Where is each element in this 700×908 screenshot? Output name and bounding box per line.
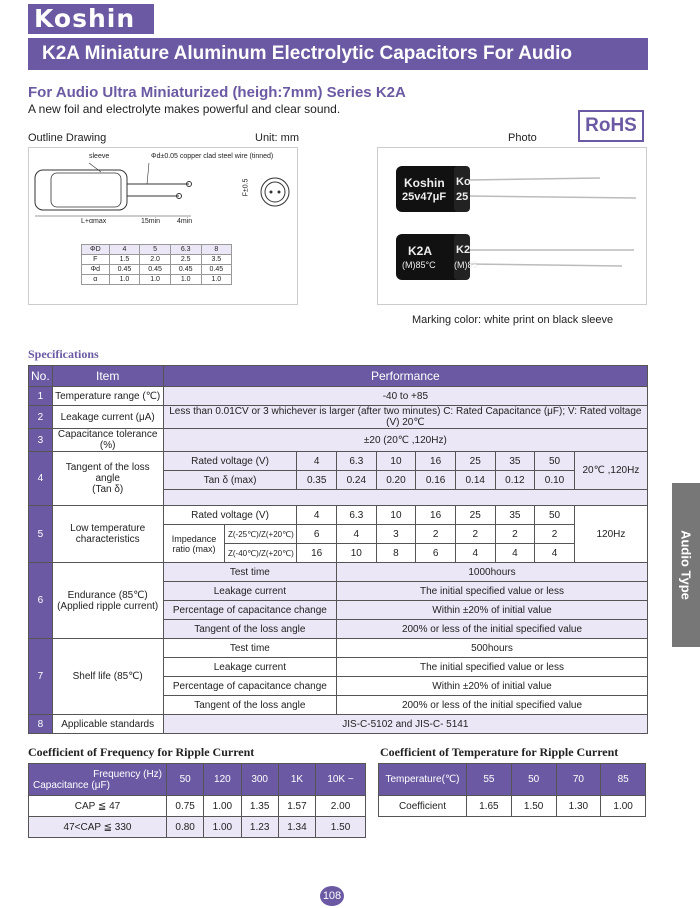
specifications-table: No. Item Performance 1 Temperature range (℃) -40 to +85 2 Leakage current (μA) Less than 0.01CV or 3 whichever is larger (after two minutes) C: Rated Capacitance (μF); V: Rated voltage (V) 20℃ 3 Capacitance tolerance (%) ±20 (20℃ ,120Hz) 4 Tangent of the loss angle (Tan δ) Rated voltage (V) 4 6.3 10 16 25 35 50 20℃ ,120Hz Tan δ (max) 0.35 0.24 0.20 0.16 0.14 0.12 0.10 5 Low temperature characteristics Rated voltage (V) 4 6.3 10 16 25 35 50 120Hz Impedance ratio (max) Z(-25℃)/Z(+20℃) 6 4 3 2 2 2 2 Z(-40℃)/Z(+20℃) 16 10 8 6 4 4 4 6 Endurance (85℃) (Applied ripple current) Test time 1000hours Leakage current The initial specified value or less Percentage of capacitance change Within ±20% of initial value Tangent of the loss angle 200% or less of the initial specified value 7 Shelf life (85℃) Test time 500hours Leakage current The initial specified value or less Percentage of capacitance change Within ±20% of initial value Tangent of the loss angle 200% or less of the initial specified value 8 Applicable standards JIS-C-5102 and JIS-C- 5141 (28, 365, 648, 734)
product-photo (377, 147, 647, 305)
unit-label: Unit: mm (255, 132, 299, 144)
ripple-heading: Coefficient of Frequency for Ripple Current (28, 745, 255, 759)
spec-row-4: 4 Tangent of the loss angle (Tan δ) Rated voltage (V) 4 6.3 10 16 25 35 50 20℃ ,120Hz (29, 452, 648, 471)
spec-row-8: 8 Applicable standards JIS-C-5102 and JIS-C- 5141 (29, 715, 648, 734)
cap1-brand: Koshin (404, 176, 445, 190)
cap1-edge-bottom: 25 (456, 191, 469, 203)
length-4-label: 4min (177, 218, 193, 225)
capacitor-sleeve (51, 173, 121, 207)
col-performance: Performance (163, 366, 647, 387)
length-l-label: L+αmax (81, 218, 107, 225)
outline-label: Outline Drawing (28, 132, 107, 144)
ripple-frequency-table: Frequency (Hz) Capacitance (μF) 50 120 300 1K 10K ~ CAP ≦ 47 0.75 1.00 1.35 1.57 2.00 47<CAP ≦ 330 0.80 1.00 1.23 1.34 1.50 (28, 763, 366, 838)
cap1-value: 25v47μF (402, 191, 447, 203)
spec-row-3: 3 Capacitance tolerance (%) ±20 (20℃ ,120Hz) (29, 429, 648, 452)
capacitor-body (35, 170, 127, 210)
photo-caption: Marking color: white print on black sleeve (412, 314, 614, 326)
brand-logo: Koshin (28, 4, 154, 34)
dimension-row: α 1.0 1.0 1.0 1.0 (82, 275, 232, 285)
dimension-row: Φd 0.45 0.45 0.45 0.45 (82, 265, 232, 275)
spec-row-6: 6 Endurance (85℃) (Applied ripple current) Test time 1000hours (29, 563, 648, 582)
specifications-heading: Specifications (28, 347, 99, 361)
f-label: F±0.5 (242, 178, 250, 197)
ripple-row: 47<CAP ≦ 330 0.80 1.00 1.23 1.34 1.50 (29, 817, 366, 838)
series-title: For Audio Ultra Miniaturized (heigh:7mm) Series K2A (28, 84, 406, 101)
col-item: Item (52, 366, 163, 387)
dimension-row: ΦD 4 5 6.3 8 (82, 245, 232, 255)
end-view-inner (265, 182, 285, 202)
temp-coef-row: Coefficient 1.65 1.50 1.30 1.00 (379, 796, 646, 817)
dimension-row: F 1.5 2.0 2.5 3.5 (82, 255, 232, 265)
cap1-edge-top: Ko (456, 176, 471, 188)
tagline: A new foil and electrolyte makes powerful and clear sound. (28, 102, 341, 116)
cap2-temp: (M)85°C (402, 260, 436, 270)
col-no: No. (29, 366, 53, 387)
photo-label: Photo (508, 132, 537, 144)
wire-label: Φd±0.05 copper clad steel wire (tinned) (151, 153, 274, 160)
spec-row-2: 2 Leakage current (μA) Less than 0.01CV or 3 whichever is larger (after two minutes) C: Rated Capacitance (μF); V: Rated voltage (V) 20℃ (29, 406, 648, 429)
spec-row-1: 1 Temperature range (℃) -40 to +85 (29, 387, 648, 406)
page-number: 108 (320, 886, 344, 906)
rohs-badge: RoHS (578, 110, 644, 142)
photo-svg (378, 148, 646, 304)
spec-row-7: 7 Shelf life (85℃) Test time 500hours (29, 639, 648, 658)
cap2-edge-bottom: (M)85 (454, 260, 478, 270)
sleeve-label: sleeve (89, 153, 110, 160)
cap2-edge-top: K2 (456, 244, 471, 256)
ripple-row: CAP ≦ 47 0.75 1.00 1.35 1.57 2.00 (29, 796, 366, 817)
ripple-temperature-table: Temperature(℃) 55 50 70 85 Coefficient 1.65 1.50 1.30 1.00 (378, 763, 646, 817)
spec-row-5: 5 Low temperature characteristics Rated voltage (V) 4 6.3 10 16 25 35 50 120Hz (29, 506, 648, 525)
dimension-table (81, 244, 232, 285)
outline-drawing (28, 147, 298, 305)
temp-heading: Coefficient of Temperature for Ripple Current (380, 745, 619, 759)
page-title: K2A Miniature Aluminum Electrolytic Capacitors For Audio (28, 38, 648, 70)
side-tab: Audio Type (672, 483, 700, 647)
cap2-model: K2A (408, 244, 433, 258)
length-15-label: 15min (141, 218, 161, 225)
